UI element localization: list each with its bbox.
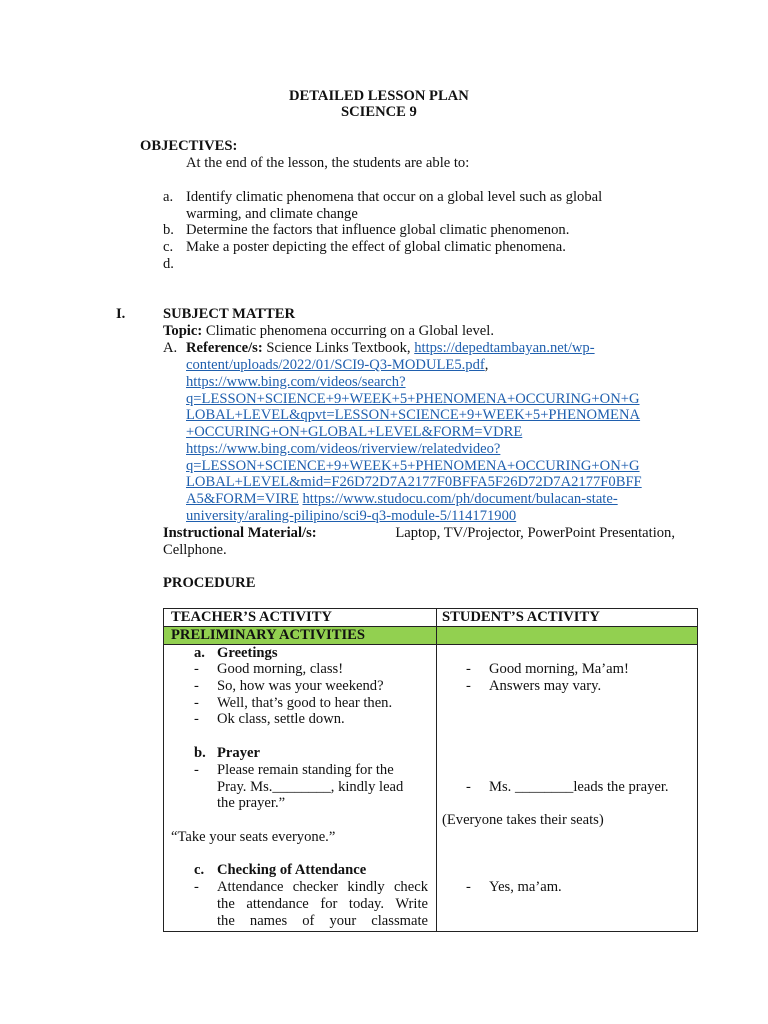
bullet-dash: - xyxy=(194,879,199,895)
student-line: Yes, ma’am. xyxy=(489,879,562,895)
bullet-dash: - xyxy=(466,661,471,677)
reference-label: Reference/s: xyxy=(186,340,263,356)
reference-link[interactable]: https://www.bing.com/videos/search? xyxy=(186,374,406,390)
reference-line xyxy=(186,357,488,374)
reference-link[interactable]: LOBAL+LEVEL&mid=F26D72D7A2177F0BFFA5F26D72D7A2177F0BFF xyxy=(186,474,642,490)
reference-line xyxy=(186,374,406,391)
procedure-table xyxy=(163,608,698,932)
bullet-dash: - xyxy=(466,678,471,694)
topic-value: Climatic phenomena occurring on a Global level. xyxy=(202,323,494,339)
student-line: Answers may vary. xyxy=(489,678,602,694)
reference-link[interactable]: university/araling-pilipino/sci9-q3-module-5/114171900 xyxy=(186,508,517,524)
prayer-title: Prayer xyxy=(217,745,260,761)
greetings-marker: a. xyxy=(194,645,205,661)
teacher-line: Good morning, class! xyxy=(217,661,344,677)
reference-line xyxy=(186,508,516,525)
reference-link[interactable]: content/uploads/2022/01/SCI9-Q3-MODULE5.pdf xyxy=(186,357,485,373)
objective-a-line1: Identify climatic phenomena that occur on a global level such as global xyxy=(186,189,603,205)
objectives-heading: OBJECTIVES: xyxy=(140,138,238,154)
student-line: Ms. ________leads the prayer. xyxy=(489,779,669,795)
bullet-dash: - xyxy=(194,661,199,677)
objective-b: Determine the factors that influence global climatic phenomenon. xyxy=(186,222,570,238)
column-divider xyxy=(436,609,437,931)
teacher-line: the attendance for today. Write xyxy=(217,896,428,912)
procedure-heading: PROCEDURE xyxy=(163,575,256,591)
reference-line xyxy=(186,491,618,508)
bullet-dash: - xyxy=(466,879,471,895)
reference-line xyxy=(186,474,642,491)
reference-link[interactable]: https://www.studocu.com/ph/document/bulacan-state- xyxy=(302,491,618,507)
reference-link[interactable]: A5&FORM=VIRE xyxy=(186,491,299,507)
bullet-dash: - xyxy=(194,762,199,778)
teacher-line: the prayer.” xyxy=(217,795,286,811)
bullet-dash: - xyxy=(194,678,199,694)
reference-link[interactable]: https://www.bing.com/videos/riverview/relatedvideo? xyxy=(186,441,501,457)
teacher-line: Well, that’s good to hear then. xyxy=(217,695,393,711)
objective-c: Make a poster depicting the effect of global climatic phenomena. xyxy=(186,239,566,255)
bullet-dash: - xyxy=(194,711,199,727)
teacher-line: So, how was your weekend? xyxy=(217,678,384,694)
objective-a-line2: warming, and climate change xyxy=(186,206,358,222)
attendance-title: Checking of Attendance xyxy=(217,862,367,878)
student-note: (Everyone takes their seats) xyxy=(442,812,604,828)
reference-line xyxy=(186,407,640,424)
bullet-dash: - xyxy=(466,779,471,795)
reference-comma: , xyxy=(484,357,489,373)
teacher-line: Attendance checker kindly check xyxy=(217,879,428,895)
topic-line xyxy=(163,323,494,340)
objective-marker: b. xyxy=(163,222,174,238)
preliminary-activities-label: PRELIMINARY ACTIVITIES xyxy=(171,627,365,643)
topic-label: Topic: xyxy=(163,323,203,339)
objective-marker: c. xyxy=(163,239,174,255)
reference-marker: A. xyxy=(163,340,178,356)
materials-line xyxy=(163,525,675,542)
reference-line xyxy=(186,458,640,475)
reference-line xyxy=(186,424,522,441)
teacher-line: the names of your classmate xyxy=(217,913,428,929)
materials-value-cont: Cellphone. xyxy=(163,542,227,558)
prayer-marker: b. xyxy=(194,745,206,761)
reference-text: Science Links Textbook, xyxy=(262,340,415,356)
teacher-line: Please remain standing for the xyxy=(217,762,394,778)
reference-link[interactable]: q=LESSON+SCIENCE+9+WEEK+5+PHENOMENA+OCCURING+ON+G xyxy=(186,458,640,474)
greetings-title: Greetings xyxy=(217,645,278,661)
reference-link[interactable]: LOBAL+LEVEL&qpvt=LESSON+SCIENCE+9+WEEK+5+PHENOMENA xyxy=(186,407,641,423)
materials-value: Laptop, TV/Projector, PowerPoint Presentation, xyxy=(395,525,675,541)
attendance-marker: c. xyxy=(194,862,205,878)
student-line: Good morning, Ma’am! xyxy=(489,661,629,677)
student-activity-header: STUDENT’S ACTIVITY xyxy=(442,609,600,625)
bullet-dash: - xyxy=(194,695,199,711)
section-numeral: I. xyxy=(116,306,126,322)
teacher-line: Ok class, settle down. xyxy=(217,711,345,727)
objective-marker: d. xyxy=(163,256,174,272)
teacher-activity-header: TEACHER’S ACTIVITY xyxy=(171,609,332,625)
document-title: DETAILED LESSON PLAN xyxy=(289,88,469,104)
reference-link[interactable]: +OCCURING+ON+GLOBAL+LEVEL&FORM=VDRE xyxy=(186,424,523,440)
reference-link[interactable]: q=LESSON+SCIENCE+9+WEEK+5+PHENOMENA+OCCURING+ON+G xyxy=(186,391,640,407)
reference-link[interactable]: https://depedtambayan.net/wp- xyxy=(414,340,595,356)
materials-label: Instructional Material/s: xyxy=(163,525,317,541)
teacher-line: “Take your seats everyone.” xyxy=(171,829,336,845)
reference-line xyxy=(186,391,640,408)
objective-marker: a. xyxy=(163,189,174,205)
teacher-line: Pray. Ms.________, kindly lead xyxy=(217,779,404,795)
subject-matter-heading: SUBJECT MATTER xyxy=(163,306,296,322)
reference-line xyxy=(186,340,595,357)
reference-line xyxy=(186,441,500,458)
document-subtitle: SCIENCE 9 xyxy=(341,104,417,120)
objectives-intro: At the end of the lesson, the students are able to: xyxy=(186,155,470,171)
